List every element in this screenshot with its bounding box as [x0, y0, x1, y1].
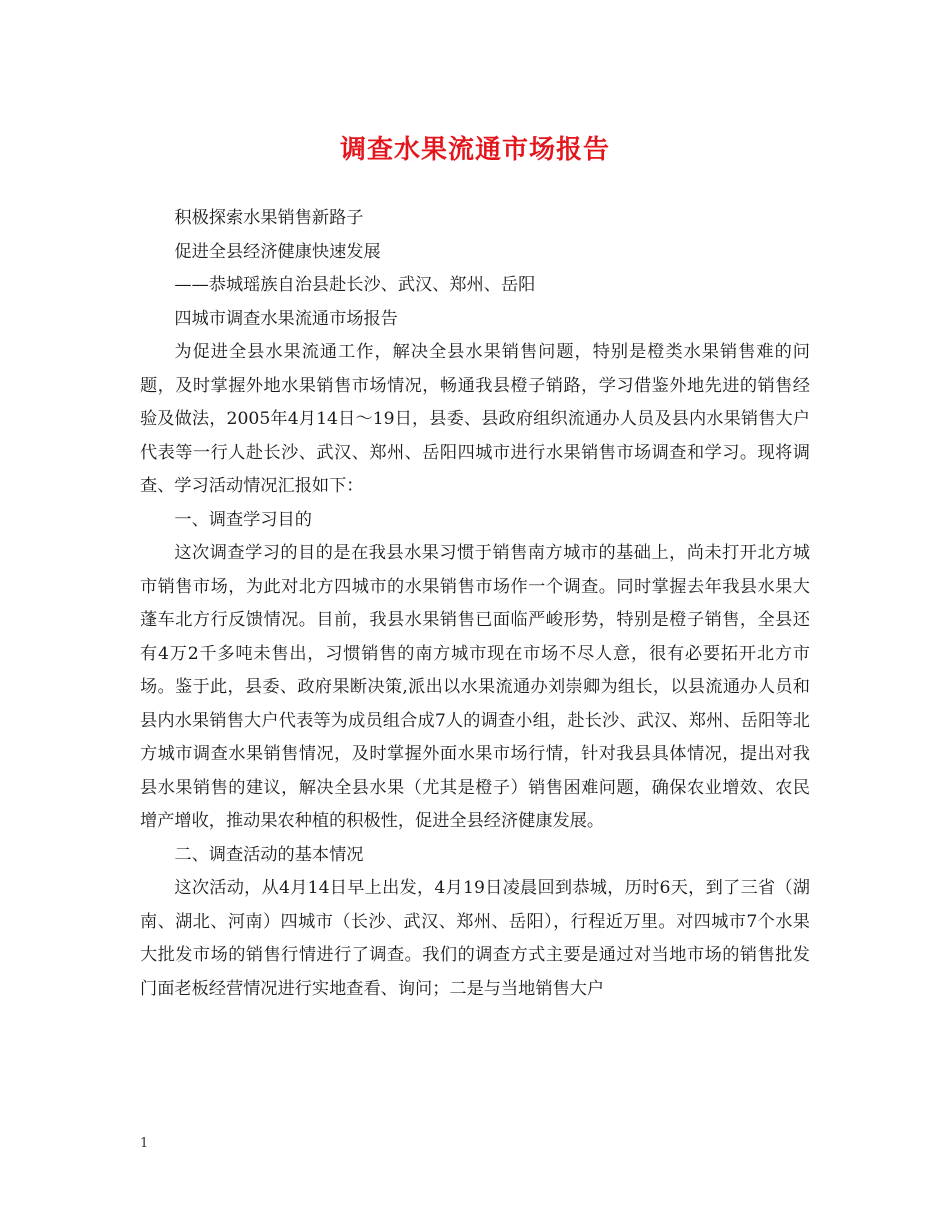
subtitle-line-2: 促进全县经济健康快速发展 — [174, 241, 381, 262]
document-body — [140, 202, 810, 1006]
subtitle-line-1: 积极探索水果销售新路子 — [174, 208, 364, 228]
paragraph-activities: 这次活动，从4月14日早上出发，4月19日凌晨回到恭城，历时6天，到了三省（湖南、湖北、河南）四城市（长沙、武汉、郑州、岳阳），行程近万里。对四城市7个水果大批发市场的销售行情进行了调查。我们的调查方式主要是通过对当地市场的销售批发门面老板经营情况进行实地查看、询问；二是与当地销售大户 — [140, 878, 810, 999]
subtitle-line-4: 四城市调查水果流通市场报告 — [174, 308, 398, 329]
paragraph-purpose: 这次调查学习的目的是在我县水果习惯于销售南方城市的基础上，尚未打开北方城市销售市场，为此对北方四城市的水果销售市场作一个调查。同时掌握去年我县水果大蓬车北方行反馈情况。目前，我县水果销售已面临严峻形势，特别是橙子销售，全县还有4万2千多吨未售出，习惯销售的南方城市现在市场不尽人意，很有必要拓开北方市场。鉴于此，县委、政府果断决策,派出以水果流通办刘崇卿为组长，以县流通办人员和县内水果销售大户代表等为成员组合成7人的调查小组，赴长沙、武汉、郑州、岳阳等北方城市调查水果销售情况，及时掌握外面水果市场行情，针对我县具体情况，提出对我县水果销售的建议，解决全县水果（尤其是橙子）销售困难问题，确保农业增效、农民增产增收，推动果农种植的积极性，促进全县经济健康发展。 — [140, 543, 810, 831]
document-title: 调查水果流通市场报告 — [339, 135, 610, 165]
paragraph-intro: 为促进全县水果流通工作，解决全县水果销售问题，特别是橙类水果销售难的问题，及时掌握外地水果销售市场情况，畅通我县橙子销路，学习借鉴外地先进的销售经验及做法，2005年4月14日～19日，县委、县政府组织流通办人员及县内水果销售大户代表等一行人赴长沙、武汉、郑州、岳阳四城市进行水果销售市场调查和学习。现将调查、学习活动情况汇报如下： — [140, 342, 810, 496]
subtitle-line-3: ——恭城瑶族自治县赴长沙、武汉、郑州、岳阳 — [174, 275, 536, 295]
page-number: 1 — [140, 1136, 149, 1151]
section-heading-2: 二、调查活动的基本情况 — [174, 844, 364, 865]
section-heading-1: 一、调查学习目的 — [174, 509, 312, 530]
